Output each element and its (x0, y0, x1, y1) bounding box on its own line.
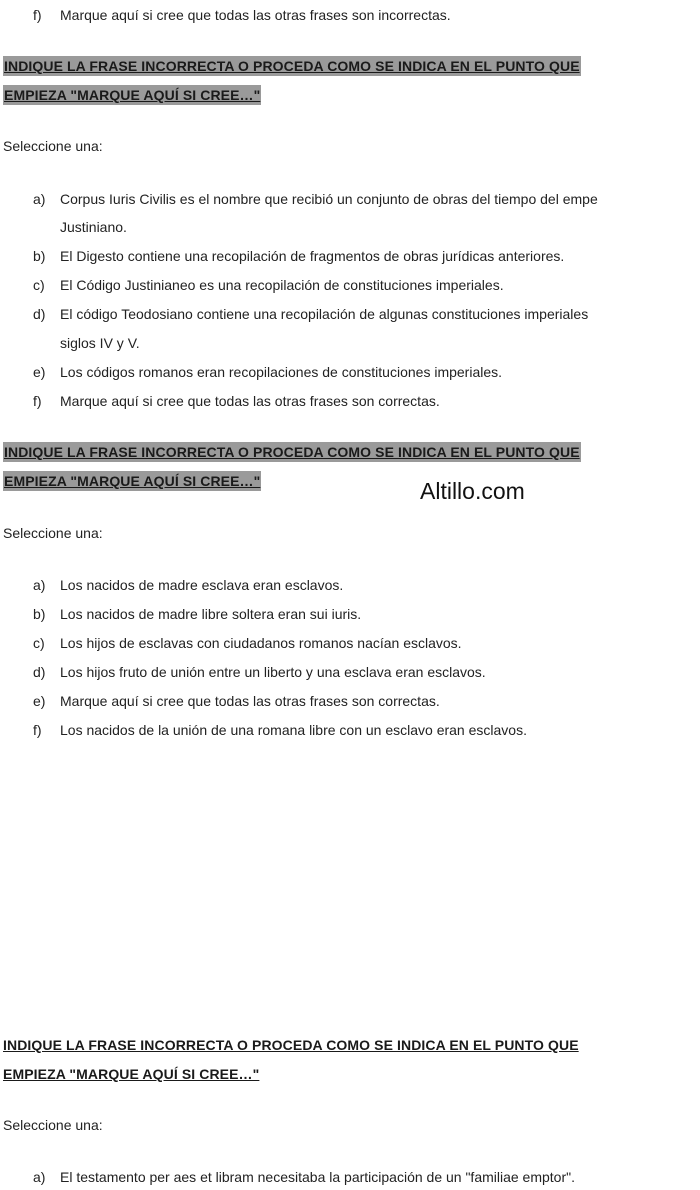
option-b-text[interactable]: Los nacidos de madre libre soltera eran sui iuris. (60, 606, 362, 622)
option-a-letter: a) (33, 577, 46, 593)
option-b-letter: b) (33, 248, 46, 264)
question-heading-line1: INDIQUE LA FRASE INCORRECTA O PROCEDA COMO SE INDICA EN EL PUNTO QUE (3, 1037, 579, 1053)
option-a-text[interactable]: Los nacidos de madre esclava eran esclavos. (60, 577, 344, 593)
option-c-text[interactable]: Los hijos de esclavas con ciudadanos romanos nacían esclavos. (60, 635, 462, 651)
option-d-text[interactable]: El código Teodosiano contiene una recopilación de algunas constituciones imperiales (60, 306, 589, 322)
option-c-text[interactable]: El Código Justinianeo es una recopilación de constituciones imperiales. (60, 277, 504, 293)
option-e-letter: e) (33, 693, 46, 709)
watermark: Altillo.com (420, 478, 525, 504)
option-d-letter: d) (33, 306, 46, 322)
option-f-text[interactable]: Marque aquí si cree que todas las otras frases son correctas. (60, 393, 440, 409)
option-b-text[interactable]: El Digesto contiene una recopilación de fragmentos de obras jurídicas anteriores. (60, 248, 565, 264)
option-a-text-cont[interactable]: Justiniano. (60, 219, 127, 235)
option-a-letter: a) (33, 1169, 46, 1185)
select-label: Seleccione una: (3, 138, 103, 154)
option-e-text[interactable]: Marque aquí si cree que todas las otras frases son correctas. (60, 693, 440, 709)
question-heading-line2: EMPIEZA "MARQUE AQUÍ SI CREE…" (4, 87, 261, 103)
question-heading-line2: EMPIEZA "MARQUE AQUÍ SI CREE…" (3, 1066, 260, 1082)
option-c-letter: c) (33, 635, 45, 651)
option-a-letter: a) (33, 191, 46, 207)
option-d-letter: d) (33, 664, 46, 680)
option-text: Marque aquí si cree que todas las otras frases son incorrectas. (60, 7, 451, 23)
question-heading-line1: INDIQUE LA FRASE INCORRECTA O PROCEDA COMO SE INDICA EN EL PUNTO QUE (4, 444, 580, 460)
option-d-text-cont[interactable]: siglos IV y V. (60, 335, 140, 351)
question-heading-line1: INDIQUE LA FRASE INCORRECTA O PROCEDA COMO SE INDICA EN EL PUNTO QUE (4, 58, 580, 74)
option-e-text[interactable]: Los códigos romanos eran recopilaciones de constituciones imperiales. (60, 364, 503, 380)
option-f-text[interactable]: Los nacidos de la unión de una romana libre con un esclavo eran esclavos. (60, 722, 527, 738)
select-label: Seleccione una: (3, 1117, 103, 1133)
option-d-text[interactable]: Los hijos fruto de unión entre un liberto y una esclava eran esclavos. (60, 664, 486, 680)
option-a-text[interactable]: El testamento per aes et libram necesitaba la participación de un "familiae emptor". (60, 1169, 575, 1185)
option-f-letter: f) (33, 393, 42, 409)
option-a-text[interactable]: Corpus Iuris Civilis es el nombre que recibió un conjunto de obras del tiempo del empe (60, 191, 598, 207)
option-f-letter: f) (33, 722, 42, 738)
option-e-letter: e) (33, 364, 46, 380)
select-label: Seleccione una: (3, 525, 103, 541)
option-letter: f) (33, 7, 42, 23)
question-heading-line2: EMPIEZA "MARQUE AQUÍ SI CREE…" (4, 473, 261, 489)
option-b-letter: b) (33, 606, 46, 622)
option-c-letter: c) (33, 277, 45, 293)
